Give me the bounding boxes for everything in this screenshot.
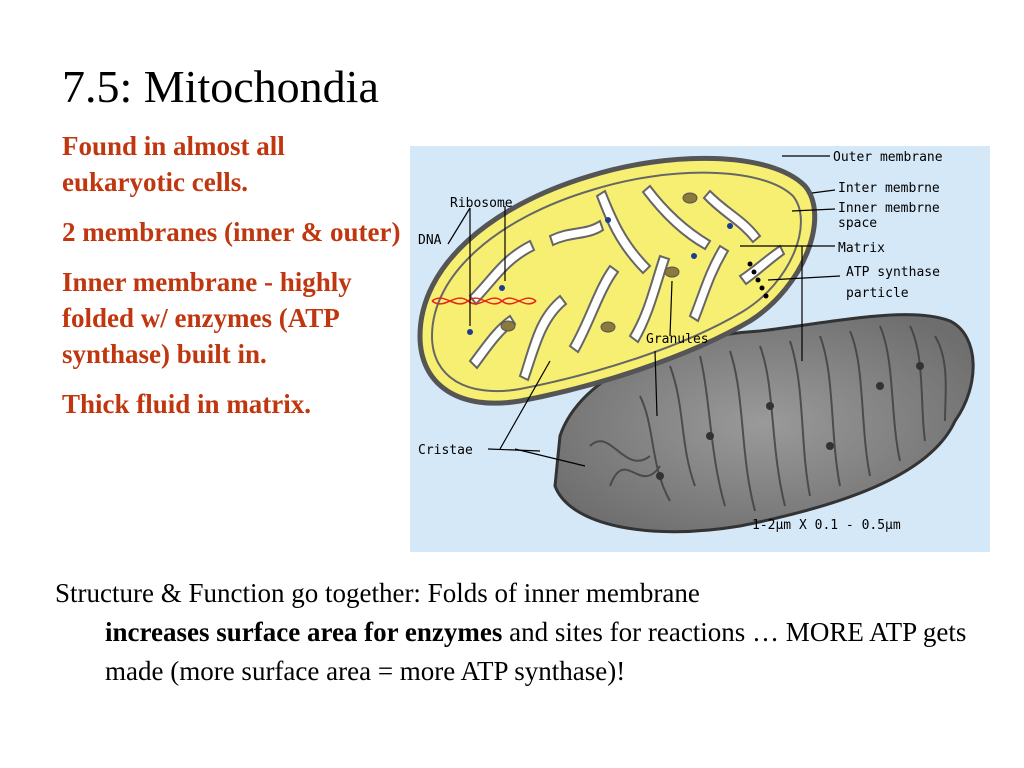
diagram-svg [410, 146, 990, 552]
slide-title: 7.5: Mitochondia [62, 61, 379, 112]
bullet-inner-membrane: Inner membrane - highly folded w/ enzymes (ATP synthase) built in. [62, 267, 352, 369]
summary-continuation [55, 613, 985, 691]
summary-intro: Structure & Function go together: Folds of inner membrane [55, 578, 700, 608]
label-dna: DNA [418, 233, 442, 248]
label-atp-synthase: ATP synthase [846, 265, 940, 280]
label-scale: 1-2µm X 0.1 - 0.5µm [752, 518, 901, 533]
label-particle: particle [846, 286, 909, 301]
label-inner-membrane: Inner membrne [838, 201, 940, 216]
label-matrix: Matrix [838, 241, 885, 256]
mitochondrion-diagram [410, 146, 990, 552]
label-cristae: Cristae [418, 443, 473, 458]
label-granules: Granules [646, 332, 709, 347]
bullet-two-membranes: 2 membranes (inner & outer) [62, 217, 401, 247]
bullet-found-in-cells: Found in almost all eukaryotic cells. [62, 131, 285, 197]
label-outer-membrane: Outer membrane [833, 150, 943, 165]
label-inter-membrane: Inter membrne [838, 181, 940, 196]
bullet-thick-fluid: Thick fluid in matrix. [62, 389, 312, 419]
summary-rest: and sites for reactions … MORE ATP gets made (more surface area = more ATP synthase)! [105, 617, 967, 686]
summary-bold: increases surface area for enzymes [105, 617, 503, 647]
label-ribosome: Ribosome [450, 196, 513, 211]
label-space: space [838, 216, 878, 231]
summary-text [55, 574, 985, 691]
bullet-list [62, 128, 402, 436]
